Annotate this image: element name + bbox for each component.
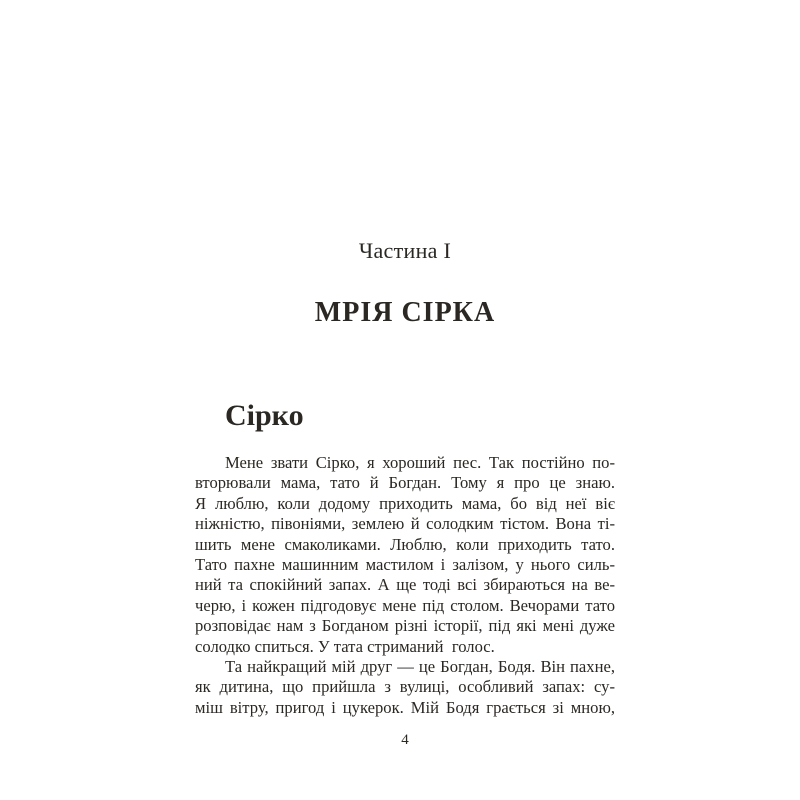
text-line: черю, і кожен підгодовує мене під столом. Вечорами тато <box>195 595 615 615</box>
text-line: вторювали мама, тато й Богдан. Тому я про це знаю. <box>195 473 615 493</box>
text-line: ний та спокійний запах. А ще тоді всі збираються на ве- <box>195 575 615 595</box>
text-line: міш вітру, пригод і цукерок. Мій Бодя грається зі мною, <box>195 697 615 717</box>
text-line: Та найкращий мій друг — це Богдан, Бодя. Він пахне, <box>225 657 615 677</box>
text-line: шить мене смаколиками. Люблю, коли приходить тато. <box>195 534 615 554</box>
text-line: як дитина, що прийшла з вулиці, особливий запах: су- <box>195 677 615 697</box>
text-line: Я люблю, коли додому приходить мама, бо від неї віє <box>195 493 615 513</box>
text-line: Мене звати Сірко, я хороший пес. Так постійно по- <box>225 453 615 472</box>
section-title: Сірко <box>225 399 304 432</box>
text-line: солодко спиться. У тата стриманий голос. <box>195 636 495 656</box>
part-title: МРІЯ СІРКА <box>314 297 496 328</box>
text-line: розповідає нам з Богданом різні історії, під які мені дуже <box>195 616 615 636</box>
paragraph <box>195 657 615 718</box>
part-label: Частина I <box>358 238 452 263</box>
body-text <box>195 453 615 718</box>
text-line: ніжністю, півоніями, землею й солодким тістом. Вона ті- <box>195 514 615 534</box>
page-number: 4 <box>401 732 409 748</box>
paragraph <box>195 453 615 657</box>
text-line: Тато пахне машинним мастилом і залізом, у нього силь- <box>195 555 615 575</box>
